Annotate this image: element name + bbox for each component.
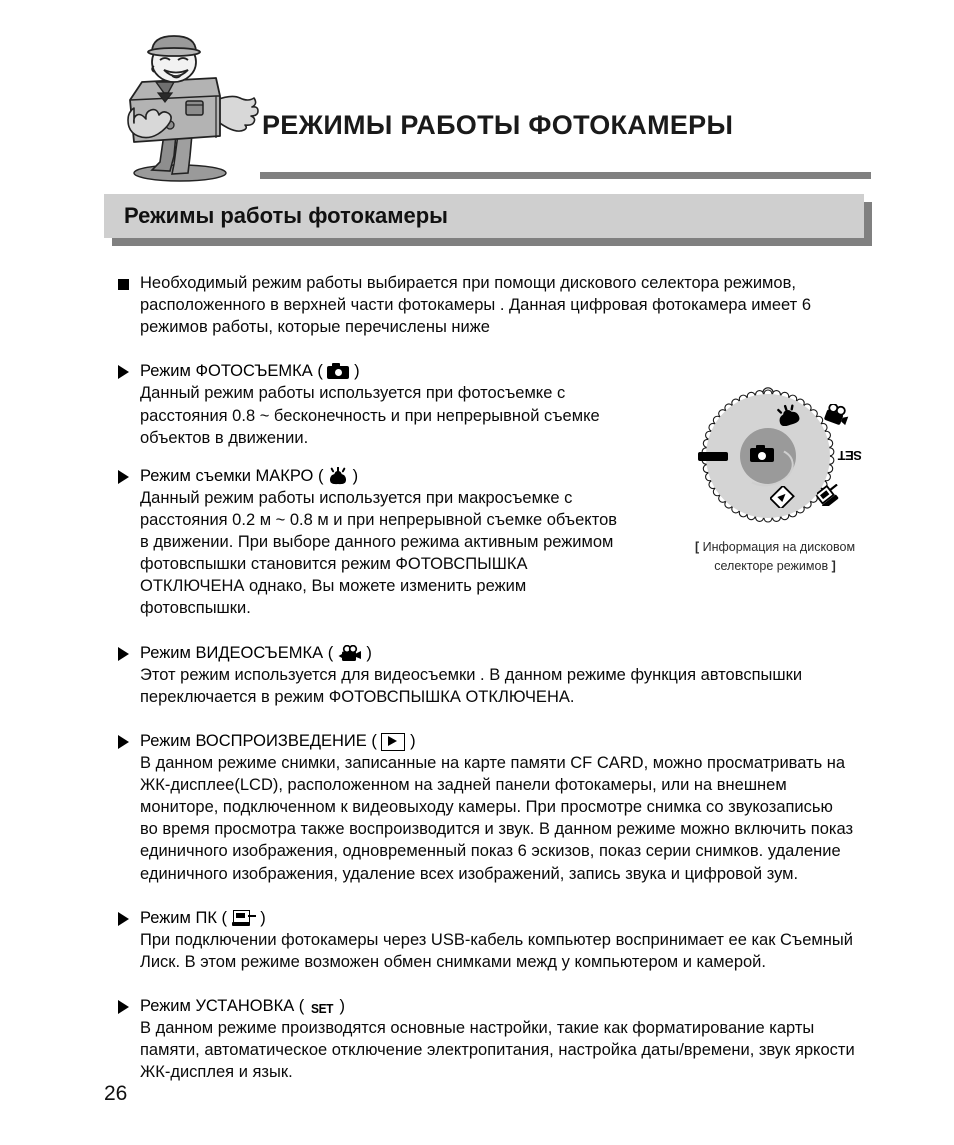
pc-monitor-icon [232,910,256,927]
section-header [104,194,872,246]
intro-text: Необходимый режим работы выбирается при помощи дискового селектора режимов, расположенного в верхней части фотокамеры . Данная цифровая фотокамера имеет 6 режимов работы, которые перечислены ниже [140,274,811,337]
mode-setup-heading [140,995,864,1017]
page-header [0,0,954,190]
mode-pc-heading-prefix: Режим ПК ( [140,908,228,927]
mode-macro-body: Данный режим работы используется при макросъемке с расстояния 0.2 м ~ 0.8 м и при непрерывной съемке объектов в движении. При выборе данного режима активным режимом фотовспышки становится режим ФОТОВСПЫШКА ОТКЛЮЧЕНА однако, Вы можете изменить режим фотовспышки. [140,488,618,618]
page-title: РЕЖИМЫ РАБОТЫ ФОТОКАМЕРЫ [262,110,734,140]
video-camera-icon [338,645,362,662]
triangle-bullet-icon [118,1000,129,1014]
play-icon [381,733,405,750]
section-header-bar [104,194,864,238]
mode-video-heading-prefix: Режим ВИДЕОСЪЕМКА ( [140,643,334,662]
mode-playback-body: В данном режиме снимки, записанные на карте памяти CF CARD, можно просматривать на ЖК-дисплее(LCD), расположенном на задней панели фотокамеры, или на внешнем мониторе, подключенном к видеовыходу камеры. При просмотре снимка со звукозаписью во время просмотра также воспроизводится и звук. В данном режиме можно включить показ единичного изображения, одновременный показ 6 эскизов, показ серии снимков. удаление единичного изображения, удаление всех изображений, запись звука и цифровой зум. [140,753,854,883]
intro-block [0,272,954,338]
square-bullet-icon [118,279,129,290]
mode-photo-heading [140,360,864,382]
mode-video-block [0,642,954,708]
dial-set-label: SET [838,448,862,463]
mascot-with-camera-icon [112,30,272,185]
mode-photo-heading-prefix: Режим ФОТОСЪЕМКА ( [140,362,323,381]
mode-setup-heading-prefix: Режим УСТАНОВКА ( [140,996,305,1015]
triangle-bullet-icon [118,365,129,379]
mode-video-heading-suffix: ) [366,643,372,662]
header-divider [260,172,871,179]
mode-pc-body: При подключении фотокамеры через USB-кабель компьютер воспринимает ее как Съемный Лиск. В этом режиме возможен обмен снимками межд у компьютером и камерой. [140,930,853,971]
macro-flower-icon [328,467,348,485]
caption-close-bracket: ] [831,559,836,574]
mode-setup-body: В данном режиме производятся основные настройки, такие как форматирование карты памяти, автоматическое отключение электропитания, настройка даты/времени, звук яркости ЖК-дисплея и язык. [140,1019,855,1082]
mode-playback-heading-prefix: Режим ВОСПРОИЗВЕДЕНИЕ ( [140,731,377,750]
mode-setup-heading-suffix: ) [339,996,345,1015]
set-icon [310,1001,334,1016]
mode-setup-block [0,995,954,1083]
caption-open-bracket: [ [694,540,700,554]
mode-photo-heading-suffix: ) [354,362,360,381]
mode-pc-heading [140,907,864,929]
triangle-bullet-icon [118,647,129,661]
mode-pc-block [0,907,954,973]
mode-macro-heading-suffix: ) [352,466,359,485]
page-number: 26 [104,1082,128,1105]
triangle-bullet-icon [118,912,129,926]
mode-macro-heading-prefix: Режим съемки МАКРО ( [140,466,324,485]
triangle-bullet-icon [118,735,129,749]
caption-line-2: селекторе режимов [714,559,829,574]
page-content [0,272,954,1083]
mode-photo-body: Данный режим работы используется при фотосъемке с расстояния 0.8 ~ бесконечность и при непрерывной съемке объектов в движении. [140,384,600,447]
mode-playback-heading [140,730,864,752]
mode-macro-heading [140,465,864,487]
camera-icon [327,363,349,379]
mode-playback-heading-suffix: ) [410,731,416,750]
mode-macro-block [0,465,954,620]
set-icon-label: SET [310,1000,333,1016]
mode-playback-block [0,730,954,885]
mode-photo-block [0,360,954,448]
section-title: Режимы работы фотокамеры [124,203,448,228]
triangle-bullet-icon [118,470,129,484]
mode-pc-heading-suffix: ) [260,908,266,927]
caption-line-1: Информация на дисковом [702,540,856,554]
mode-video-body: Этот режим используется для видеосъемки . В данном режиме функция автовспышки переключается в режим ФОТОВСПЫШКА ОТКЛЮЧЕНА. [140,665,803,706]
mode-video-heading [140,642,864,664]
